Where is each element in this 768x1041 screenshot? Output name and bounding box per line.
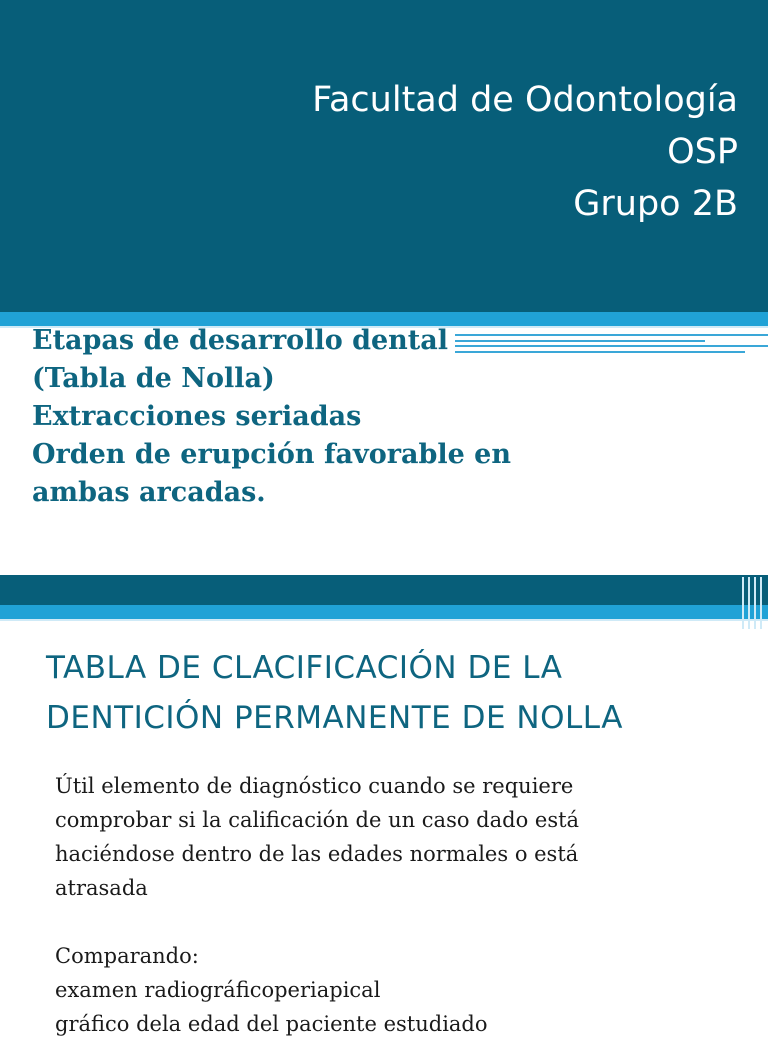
- top-dark-band: [0, 575, 768, 605]
- paragraph-line: haciéndose dentro de las edades normales o está: [55, 842, 579, 866]
- comparing-item: gráfico dela edad del paciente estudiado: [55, 1012, 488, 1036]
- top-blue-band: [0, 605, 768, 619]
- faculty-title: Facultad de Odontología: [312, 80, 738, 120]
- header-title-block: [312, 74, 738, 230]
- slide-body: [55, 769, 655, 1041]
- paragraph-line: Útil elemento de diagnóstico cuando se requiere: [55, 774, 574, 798]
- top-light-band: [0, 619, 768, 621]
- slide-title: [46, 643, 623, 743]
- topic-list: [32, 322, 511, 512]
- topic-line: Extracciones seriadas: [32, 401, 362, 432]
- title-header: [0, 0, 768, 312]
- slide-title-line: TABLA DE CLACIFICACIÓN DE LA: [46, 650, 563, 686]
- topic-line: ambas arcadas.: [32, 477, 266, 508]
- paragraph-line: atrasada: [55, 876, 148, 900]
- slide-title-line: DENTICIÓN PERMANENTE DE NOLLA: [46, 700, 623, 736]
- comparing-item: examen radiográficoperiapical: [55, 978, 381, 1002]
- content-slide: [0, 575, 768, 1036]
- comparing-label: Comparando:: [55, 944, 199, 968]
- topic-line: Etapas de desarrollo dental: [32, 325, 449, 356]
- osp-title: OSP: [667, 132, 738, 172]
- group-title: Grupo 2B: [573, 184, 738, 224]
- spacer: [55, 905, 655, 939]
- paragraph-line: comprobar si la calificación de un caso dado está: [55, 808, 580, 832]
- topic-line: (Tabla de Nolla): [32, 363, 275, 394]
- topic-line: Orden de erupción favorable en: [32, 439, 511, 470]
